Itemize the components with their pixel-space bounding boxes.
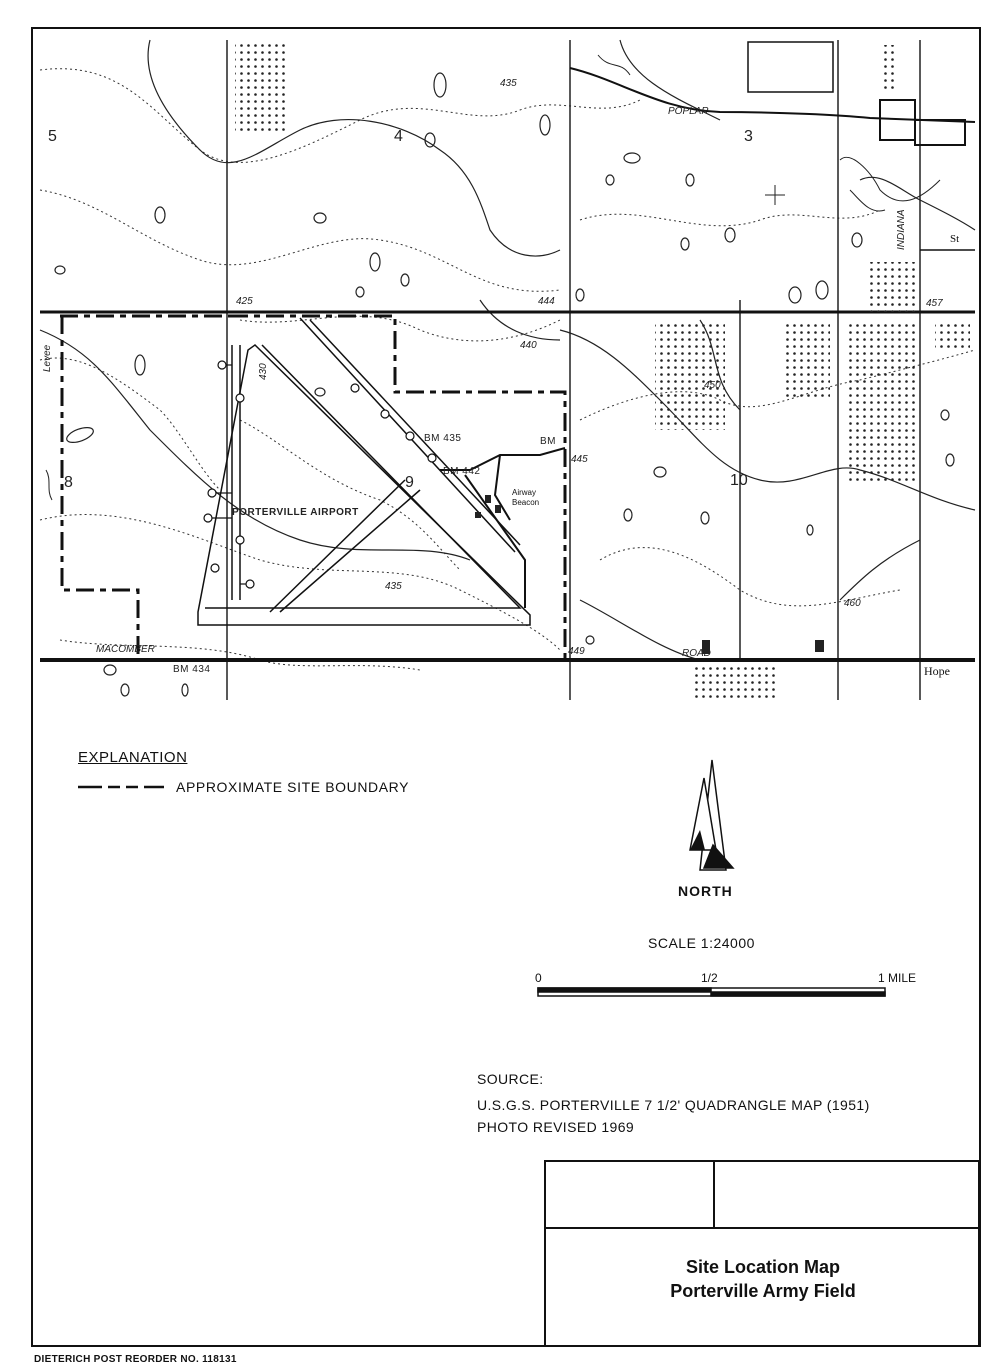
scale-tick-label: 1/2 (701, 971, 718, 985)
roads (40, 68, 975, 660)
airport-label: PORTERVILLE AIRPORT (232, 507, 359, 518)
detail-marks (46, 55, 940, 500)
source-line: PHOTO REVISED 1969 (477, 1119, 635, 1135)
bench-mark-label: BM (540, 436, 556, 447)
scale-tick-label: 1 MILE (878, 971, 917, 985)
elevation-label: 445 (571, 454, 588, 465)
scale-bar (538, 988, 885, 996)
beacon-label: Airway Beacon (512, 488, 540, 507)
elevation-label: 425 (236, 296, 253, 307)
section-label: 3 (744, 128, 753, 145)
map-subtitle: Porterville Army Field (670, 1281, 856, 1301)
section-label: 8 (64, 474, 73, 491)
taxiway-stubs (204, 361, 436, 588)
elevation-label: 430 (258, 363, 269, 380)
map-title: Site Location Map (685, 1257, 840, 1277)
source-heading: SOURCE: (477, 1071, 544, 1087)
elevation-label: 449 (568, 646, 585, 657)
title-block-frame (545, 1161, 979, 1346)
elevation-label: 457 (926, 298, 943, 309)
elevation-label: 435 (500, 78, 517, 89)
bench-mark-label: BM 434 (173, 664, 211, 675)
place-label-st: St (950, 233, 960, 245)
bench-mark-label: BM 435 (424, 433, 462, 444)
elevation-label: 450 (704, 380, 721, 391)
contour-lines (40, 69, 975, 670)
bench-mark-label: BM 442 (443, 466, 481, 477)
north-label: NORTH (678, 883, 733, 899)
place-label-hope: Hope (924, 664, 950, 678)
section-label: 5 (48, 128, 57, 145)
road-label-poplar: POPLAR (668, 106, 709, 117)
legend-item-site-boundary: APPROXIMATE SITE BOUNDARY (176, 779, 410, 795)
elevation-label: 444 (538, 296, 555, 307)
section-label: 4 (394, 128, 403, 145)
north-arrow (690, 760, 733, 870)
section-label: 9 (405, 474, 414, 491)
source-line: U.S.G.S. PORTERVILLE 7 1/2' QUADRANGLE MAP (1951) (477, 1097, 870, 1113)
scale-tick-label: 0 (535, 971, 542, 985)
elevation-label: 460 (844, 598, 861, 609)
explanation-title: EXPLANATION (78, 749, 188, 766)
elevation-label: 440 (520, 340, 537, 351)
road-label-indiana: INDIANA (896, 209, 907, 250)
road-label-macomber: MACOMBER (96, 644, 155, 655)
scale-label: SCALE 1:24000 (648, 935, 755, 951)
reorder-footer: DIETERICH POST REORDER NO. 118131 (34, 1354, 237, 1365)
site-boundary (60, 316, 565, 658)
elevation-label: 435 (385, 581, 402, 592)
road-label-road: ROAD (682, 648, 711, 659)
section-label: 10 (730, 472, 748, 489)
levee-label: Levee (42, 344, 53, 372)
